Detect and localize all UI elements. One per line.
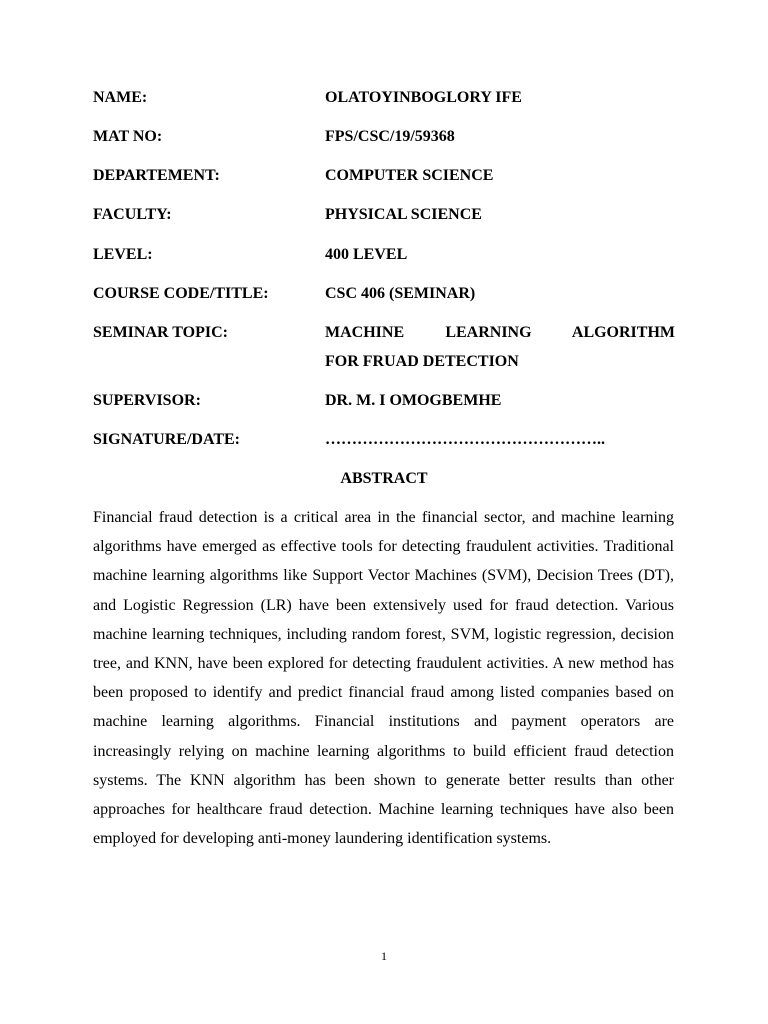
department-value: COMPUTER SCIENCE	[325, 167, 494, 184]
topic-value-line-2: FOR FRUAD DETECTION	[325, 353, 519, 370]
faculty-value: PHYSICAL SCIENCE	[325, 206, 482, 223]
name-label: NAME:	[93, 89, 148, 106]
name-value: OLATOYINBOGLORY IFE	[325, 89, 522, 106]
mat-no-label: MAT NO:	[93, 128, 163, 145]
page-number: 1	[381, 949, 387, 963]
level-label: LEVEL:	[93, 246, 153, 263]
supervisor-label: SUPERVISOR:	[93, 392, 201, 409]
faculty-label: FACULTY:	[93, 206, 172, 223]
abstract-body: Financial fraud detection is a critical area in the financial sector, and machine learning algorithms have emerged as effective tools for detecting fraudulent activities. Traditional machine learning algorithms like Support Vector Machines (SVM), Decision Trees (DT), and Logistic Regression (LR) have been extensively used for fraud detection. Various machine learning techniques, including random forest, SVM, logistic regression, decision tree, and KNN, have been explored for detecting fraudulent activities. A new method has been proposed to identify and predict financial fraud among listed companies based on machine learning algorithms. Financial institutions and payment operators are increasingly relying on machine learning algorithms to build efficient fraud detection systems. The KNN algorithm has been shown to generate better results than other approaches for healthcare fraud detection. Machine learning techniques have also been employed for developing anti-money laundering identification systems.	[93, 509, 674, 848]
course-label: COURSE CODE/TITLE:	[93, 285, 269, 302]
topic-value	[325, 318, 675, 376]
course-value: CSC 406 (SEMINAR)	[325, 285, 476, 302]
mat-no-value: FPS/CSC/19/59368	[325, 128, 455, 145]
topic-value-line-1: MACHINE LEARNING ALGORITHM	[325, 324, 675, 341]
signature-value: ……………………………………………..	[325, 431, 605, 448]
department-label: DEPARTEMENT:	[93, 167, 220, 184]
abstract-heading: ABSTRACT	[340, 470, 428, 487]
level-value: 400 LEVEL	[325, 246, 408, 263]
signature-label: SIGNATURE/DATE:	[93, 431, 240, 448]
topic-label: SEMINAR TOPIC:	[93, 324, 228, 341]
supervisor-value: DR. M. I OMOGBEMHE	[325, 392, 502, 409]
